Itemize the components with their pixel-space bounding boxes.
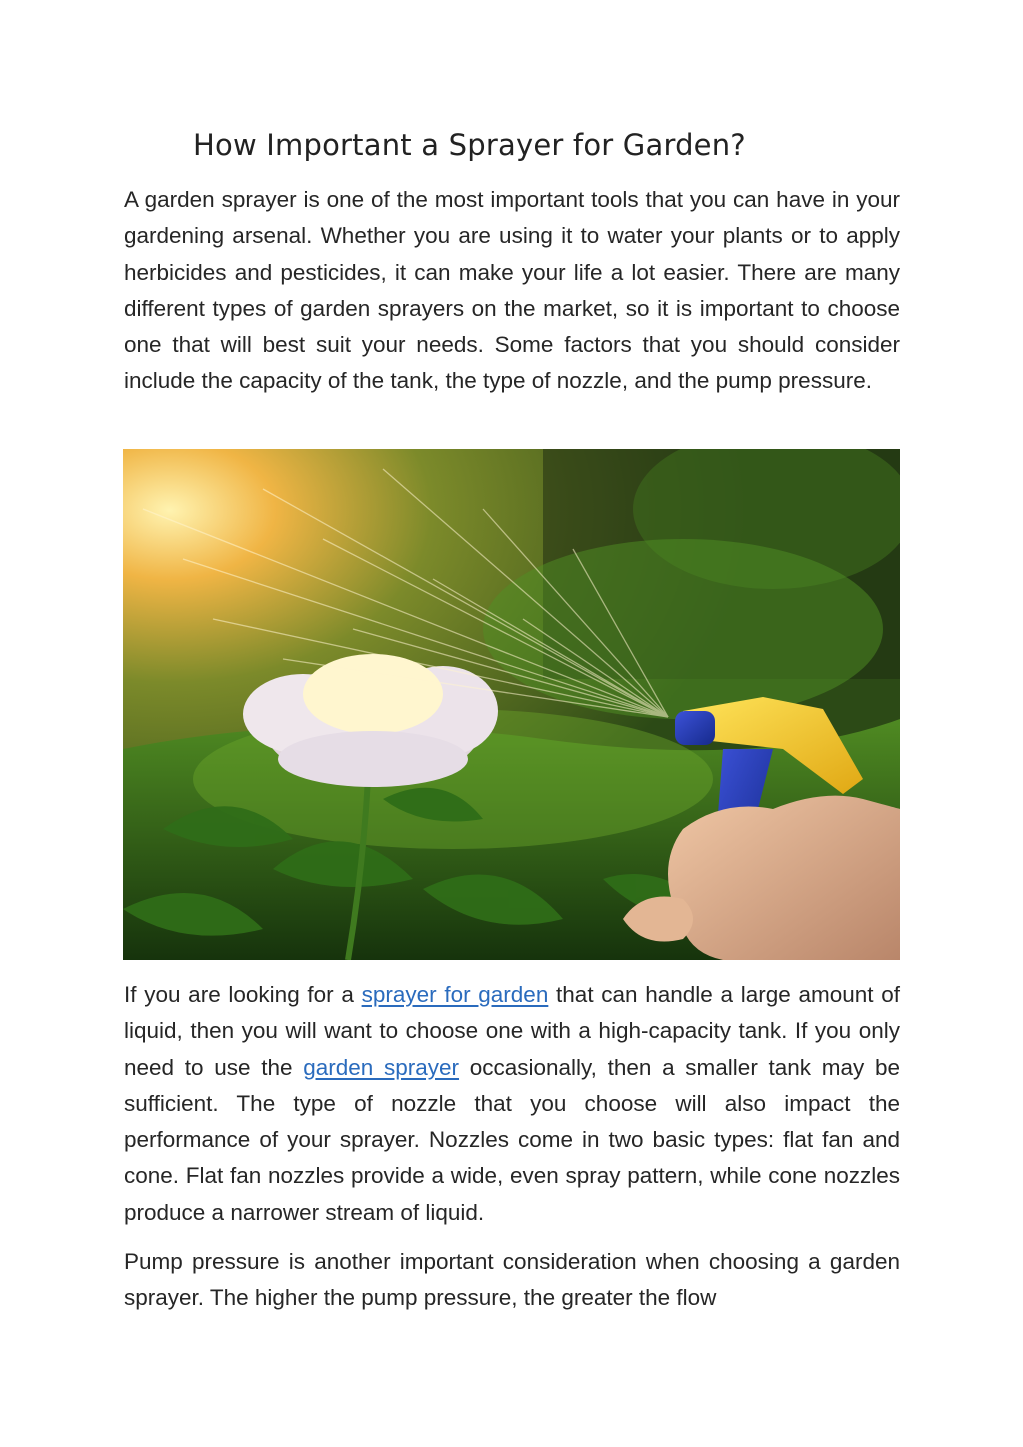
intro-paragraph: A garden sprayer is one of the most important tools that you can have in your gardening arsenal. Whether you are using it to water your plants or to apply herbicides and pesticides, it can make your life a lot easier. There are many different types of garden sprayers on the market, so it is important to choose one that will best suit your needs. Some factors that you should consider include the capacity of the tank, the type of nozzle, and the pump pressure. xyxy=(124,187,900,394)
garden-sprayer-link[interactable]: garden sprayer xyxy=(303,1054,460,1080)
sprayer-for-garden-link[interactable]: sprayer for garden xyxy=(361,982,549,1007)
paragraph2-text-start: If you are looking for a xyxy=(124,982,362,1007)
nozzle-paragraph xyxy=(124,977,900,1231)
paragraph2-text-middle: that can handle a large amount of liquid, then you will want to choose one with a high-capacity tank. If you only need to use the xyxy=(124,982,900,1080)
garden-sprayer-photo xyxy=(123,449,900,960)
paragraph2-text-end: occasionally, then a smaller tank may be sufficient. The type of nozzle that you choose will also impact the performance of your sprayer. Nozzles come in two basic types: flat fan and cone. Flat fan nozzles provide a wide, even spray pattern, while cone nozzles produce a narrower stream of liquid. xyxy=(124,1054,900,1225)
pump-pressure-paragraph: Pump pressure is another important consideration when choosing a garden sprayer. The higher the pump pressure, the greater the flow xyxy=(124,1249,900,1311)
page-title: How Important a Sprayer for Garden? xyxy=(193,128,746,162)
